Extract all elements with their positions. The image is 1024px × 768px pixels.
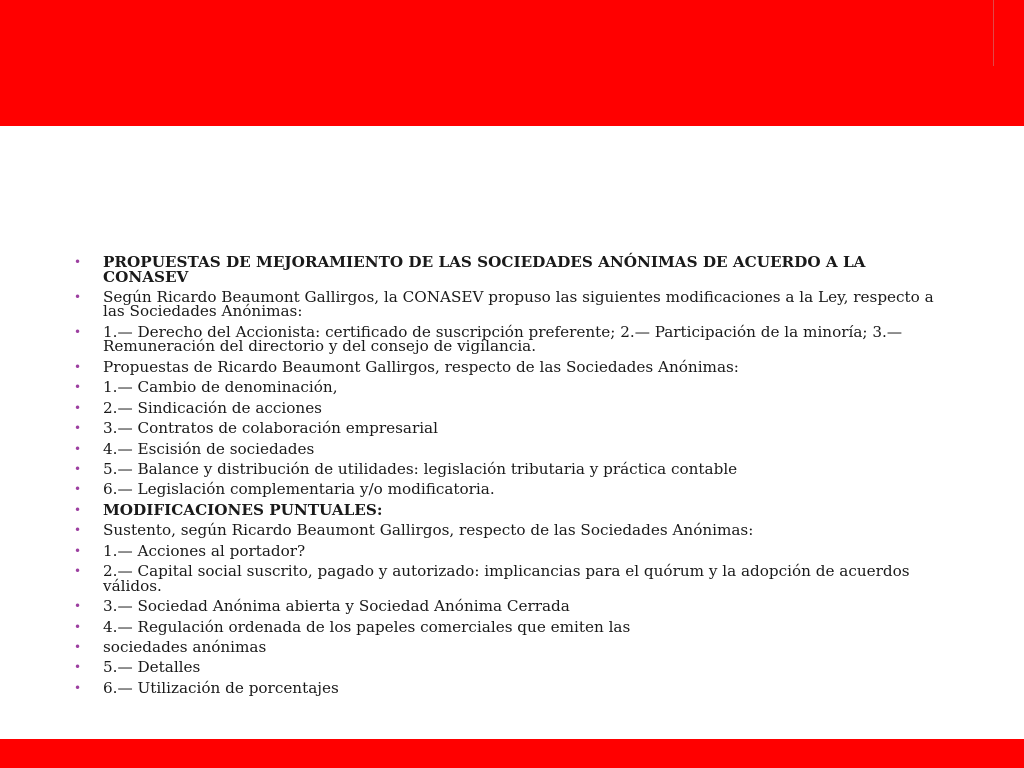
list-item-text: Según Ricardo Beaumont Gallirgos, la CONASEV propuso las siguientes modificaciones a la Ley, respecto a las Sociedades Anónimas:	[103, 287, 934, 321]
list-item-text: PROPUESTAS DE MEJORAMIENTO DE LAS SOCIEDADES ANÓNIMAS DE ACUERDO A LA CONASEV	[103, 253, 866, 286]
bullet-icon: •	[74, 502, 82, 517]
list-item	[74, 564, 954, 593]
list-item	[74, 599, 954, 614]
list-item-text: 5.— Detalles	[103, 658, 201, 677]
bullet-icon: •	[74, 640, 82, 654]
bullet-icon: •	[74, 400, 82, 415]
list-item-text: 6.— Legislación complementaria y/o modificatoria.	[103, 480, 495, 499]
bullet-icon: •	[74, 523, 82, 538]
list-item-text: 1.— Derecho del Accionista: certificado de suscripción preferente; 2.— Participación de la minoría; 3.— Remuneración del directorio y del consejo de vigilancia.	[103, 322, 903, 356]
list-item-text: 2.— Capital social suscrito, pagado y autorizado: implicancias para el quórum y la adopción de acuerdos válidos.	[103, 562, 910, 595]
list-item	[74, 660, 954, 675]
bullet-icon: •	[74, 441, 82, 456]
bullet-icon: •	[74, 359, 82, 374]
list-item	[74, 523, 954, 538]
bullet-icon: •	[74, 543, 82, 558]
list-item	[74, 541, 954, 560]
list-item-text: 3.— Contratos de colaboración empresarial	[103, 419, 438, 438]
header-divider-line	[993, 0, 994, 66]
list-item-text: 4.— Escisión de sociedades	[103, 439, 315, 458]
list-item-text: Propuestas de Ricardo Beaumont Gallirgos, respecto de las Sociedades Anónimas:	[103, 357, 739, 376]
bullet-icon: •	[74, 660, 82, 675]
list-item	[74, 357, 954, 376]
list-item-text: 2.— Sindicación de acciones	[103, 398, 322, 417]
list-item	[74, 617, 954, 636]
list-item	[74, 482, 954, 497]
bullet-icon: •	[74, 421, 82, 436]
slide-content	[74, 255, 954, 701]
list-item	[74, 439, 954, 458]
bullet-icon: •	[74, 255, 82, 269]
bullet-icon: •	[74, 289, 82, 304]
list-item-text: 6.— Utilización de porcentajes	[103, 678, 339, 697]
bullet-icon: •	[74, 564, 82, 579]
list-item	[74, 322, 954, 356]
list-item	[74, 380, 954, 395]
list-item-text: MODIFICACIONES PUNTUALES:	[103, 500, 383, 519]
bullet-icon: •	[74, 380, 82, 395]
list-item	[74, 640, 954, 655]
bullet-icon: •	[74, 462, 82, 476]
list-item	[74, 462, 954, 477]
footer-band	[0, 739, 1024, 768]
bullet-icon: •	[74, 680, 82, 695]
bullet-icon: •	[74, 599, 82, 614]
list-item	[74, 287, 954, 321]
list-item	[74, 421, 954, 436]
list-item-text: 4.— Regulación ordenada de los papeles comerciales que emiten las	[103, 617, 631, 636]
bullet-icon: •	[74, 482, 82, 497]
bullet-icon: •	[74, 324, 82, 339]
list-item-text: Sustento, según Ricardo Beaumont Gallirgos, respecto de las Sociedades Anónimas:	[103, 521, 754, 540]
bullet-list	[74, 255, 954, 695]
list-item-text: sociedades anónimas	[103, 638, 267, 656]
bullet-icon: •	[74, 619, 82, 634]
list-item-text: 1.— Cambio de denominación,	[103, 378, 338, 397]
list-item-text: 3.— Sociedad Anónima abierta y Sociedad Anónima Cerrada	[103, 597, 570, 616]
header-band	[0, 0, 1024, 126]
list-item	[74, 398, 954, 417]
list-item-text: 1.— Acciones al portador?	[103, 541, 306, 560]
list-item	[74, 678, 954, 697]
list-item	[74, 255, 954, 284]
list-item-text: 5.— Balance y distribución de utilidades: legislación tributaria y práctica contable	[103, 460, 738, 478]
list-item	[74, 500, 954, 519]
